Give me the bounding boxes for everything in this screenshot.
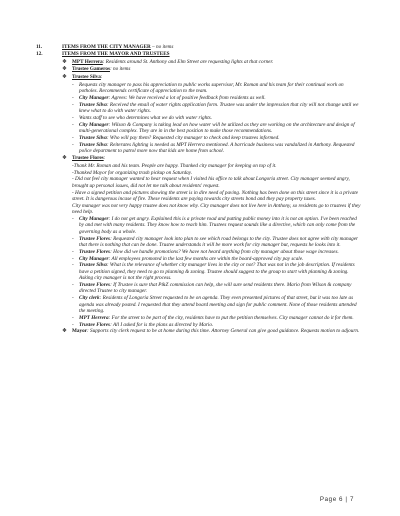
list-item: - Trustee Flores: All I asked for is the plans as directed by Mario. <box>72 321 214 328</box>
list-item: - Trustee Flores: Requested city manager look into plan to see which road belongs to the city. Trustee does not agree with city manager that there is nothing that can be done. Trustee understands it will be more work for city manager but, requests he looks into it. <box>72 235 359 248</box>
section-11-heading <box>36 44 362 50</box>
entry-text: : Residents around St. Anthony and Elm Street are requesting lights at that corner. <box>102 58 274 65</box>
list-item: - Requests city manager to pass his appreciation to public works supervisor, Mr. Roman and his team for their continual work on potholes. Recommends certificate of appreciation to the team. <box>72 81 344 95</box>
herrera-entry <box>62 59 362 66</box>
list-item: - City clerk: Residents of Longoria Street requested to be on agenda. They even presented pictures of that street, but it was too late as agenda was already posted. I requested that they attend board meeting and sign for public comment. None of those residents attended the meeting. <box>72 295 357 314</box>
section-title: ITEMS FROM THE MAYOR AND TRUSTEES <box>62 51 170 58</box>
silva-entry: ❖ Trustee Silva: <box>62 74 103 81</box>
section-number: 12. <box>36 51 43 58</box>
list-item: - City Manager: I do not get angry. Explained this is a private road and putting public money into it is not an option. I've been reached by and met with many residents. They know how to reach him. Trustees request sounds like a directive, which can only come from the governing body as a whole. <box>72 216 357 235</box>
diamond-bullet-icon: ❖ <box>62 74 67 81</box>
note-paragraph: -Thanked Mayor for organizing trash pickup on Saturday. <box>72 169 193 176</box>
list-item: - Trustee Flores: If Trustee is sure that P&Z commission can help, she will sure send residents there. Mario from Wilson & company directed Trustee to city manager. <box>72 281 352 295</box>
section-title: ITEMS FROM THE CITY MANAGER <box>62 44 151 50</box>
page-number: Page 6 | 7 <box>319 496 354 503</box>
silva-items <box>36 82 362 155</box>
note-paragraph: City manager was not very happy trustee does not know why. City manager does not live here in Anthony, so residents go to trustees if they need help. <box>72 202 361 216</box>
note-paragraph: - Have a signed petition and pictures showing the street is in dire need of paving. Nothing has been done on this street since it is a private street. It is dangerous incase of fire. These residents are paying towards city streets bond and they pay property taxes. <box>72 189 358 202</box>
speaker-name: Mayor <box>72 328 87 335</box>
diamond-bullet-icon: ❖ <box>62 66 67 73</box>
flores-notes <box>36 163 362 216</box>
list-item: - MPT Herrera: For the street to be part of the city, residents have to put the petition themselves. City manager cannot do it for them. <box>72 314 354 321</box>
list-item: - Wants staff to see who determines what we do with water rights. <box>72 115 212 122</box>
diamond-bullet-icon: ❖ <box>62 328 67 335</box>
list-item: - City Manager: Agrees: We have received a lot of positive feedback from residents as well. <box>72 94 266 101</box>
speaker-name: MPT Herrera <box>72 58 103 65</box>
gameros-entry <box>62 66 362 73</box>
section-note: – no items <box>150 44 174 50</box>
list-item: - Trustee Silva: What is the relevance of whether city manager lives in the city or not? That was not in the job description. If residents have a petition signed, they need to go to planning & zoning. Trustee should suggest to the group to start with planning & zoning. Asking city manager is not the right process. <box>72 262 355 282</box>
list-item: - Trustee Flores: How did we handle promotions? We have not heard anything from city manager about those wage increases. <box>72 248 339 255</box>
entry-text: : no items <box>109 66 131 73</box>
flores-entry: ❖ Trustee Flores: <box>62 155 106 162</box>
speaker-name: Trustee Flores <box>72 155 104 162</box>
speaker-name: Trustee Gameros <box>72 66 110 73</box>
note-paragraph: -Thank Mr. Roman and his team. People are happy. Thanked city manager for keeping on top of it. <box>72 162 277 169</box>
diamond-bullet-icon: ❖ <box>62 58 67 65</box>
list-item: - Trustee Silva: Received the email of water rights application form. Trustee was under the impression that city will not change until we knew what to do with water rights. <box>72 101 359 115</box>
mayor-entry <box>62 328 362 335</box>
flores-items <box>36 216 362 328</box>
note-paragraph: - Did not feel city manager wanted to hear request when I visited his office to talk about Longoria street. City manager seemed angry, brought up personal issues, did not let me talk about residents' request. <box>72 176 350 189</box>
list-item: - Trustee Silva: Reiterates lighting is needed as MPT Herrera mentioned. A barricade business was vandalized in Anthony. Requested police department to patrol more now that kids are home from school. <box>72 141 355 155</box>
speaker-name: Trustee Silva <box>72 74 101 81</box>
list-item: - City Manager: All employees promoted in the last few months are within the board-approved city pay scale. <box>72 255 304 262</box>
section-12-heading <box>36 51 362 57</box>
list-item: - Trustee Silva: Who will pay them? Requested city manager to check and keep trustees informed. <box>72 135 280 142</box>
section-number: 11. <box>36 44 43 50</box>
list-item: - City Manager: Wilson & Company is taking lead on how water will be utilized as they are working on the architecture and design of multi-generational complex. They are in in the best position to make those recommendations. <box>72 121 355 135</box>
diamond-bullet-icon: ❖ <box>62 155 67 162</box>
entry-text: : Supports city clerk request to be at home during this time. Attorney General can give good guidance. Requests motion to adjourn. <box>86 328 360 335</box>
